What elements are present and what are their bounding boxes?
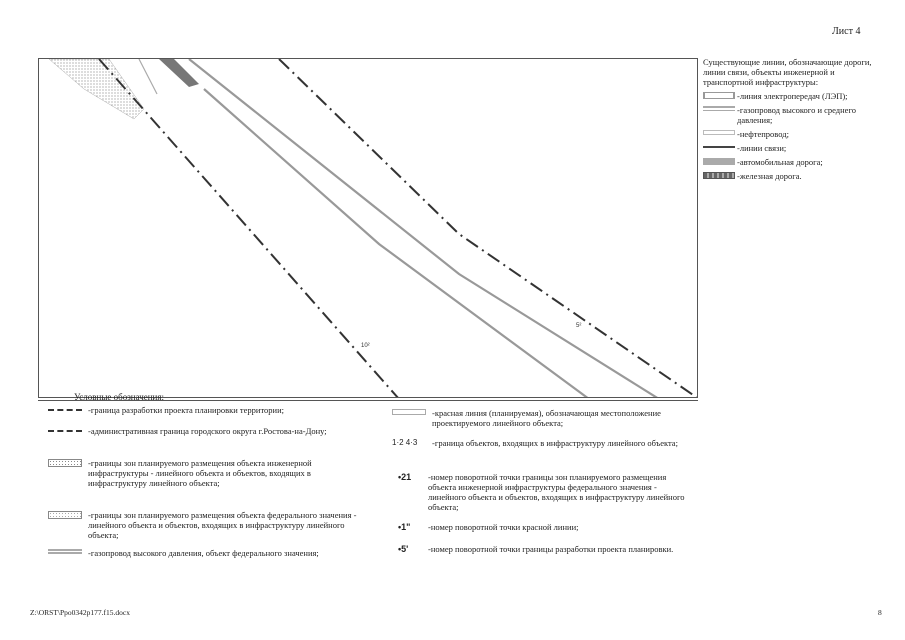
point-label-b: 10²	[361, 343, 370, 349]
legend-title: Условные обозначения:	[74, 392, 165, 402]
legend-powerline: -линия электропередач (ЛЭП);	[703, 91, 873, 101]
legend-gas-federal: -газопровод высокого давления, объект федерального значения;	[48, 548, 358, 558]
point-label-a: 5²	[576, 323, 582, 329]
legend-rail: -железная дорога.	[703, 171, 873, 181]
legend-oil: -нефтепровод;	[703, 129, 873, 139]
legend-turn-point-red: •1" -номер поворотной точки красной линии;	[398, 522, 579, 532]
federal-zone-swatch	[48, 511, 82, 519]
footer-page-number: 8	[878, 608, 882, 617]
legend-admin-boundary: -административная граница городского округа г.Ростова-на-Дону;	[48, 426, 358, 436]
map-drawing	[39, 59, 698, 398]
turn-point-project-marker: •5'	[398, 544, 409, 554]
gas-swatch	[703, 106, 735, 111]
sheet-label: Лист 4	[832, 26, 861, 37]
legend-turn-point-zone: •21 -номер поворотной точки границы зон планируемого размещения объекта инженерной инфраструктуры федерального значения - линейного объекта и объектов, входящих в инфраструктуру линейного объекта;	[398, 472, 685, 512]
admin-boundary-line	[279, 59, 698, 398]
red-line-swatch	[392, 409, 426, 415]
legend-project-boundary: -граница разработки проекта планировки территории;	[48, 405, 378, 415]
project-boundary-swatch	[48, 409, 82, 411]
infrastructure-boundary-marker: 1·2 4·3	[392, 438, 418, 447]
comm-swatch	[703, 146, 735, 149]
secondary-line	[139, 59, 157, 94]
powerline-swatch	[703, 92, 735, 99]
planned-zone-hatch	[49, 59, 144, 119]
admin-boundary-swatch	[48, 430, 82, 432]
legend-turn-point-project: •5' -номер поворотной точки границы разработки проекта планировки.	[398, 544, 674, 554]
turn-point-red-marker: •1"	[398, 522, 411, 532]
legend-road: -автомобильная дорога;	[703, 157, 873, 167]
map-frame	[38, 58, 698, 398]
legend-comm: -линии связи;	[703, 143, 873, 153]
existing-lines-title: Существующие линии, обозначающие дороги, линии связи, объекты инженерной и транспортной инфраструктуры:	[703, 57, 872, 87]
rail-swatch	[703, 172, 735, 179]
legend-federal-zone: -границы зон планируемого размещения объекта федерального значения - линейного объекта и объектов, входящих в инфраструктуру линейного объекта;	[48, 510, 358, 540]
road-line	[189, 59, 659, 398]
project-boundary-line	[99, 59, 399, 398]
gas-federal-swatch	[48, 549, 82, 554]
footer-file-path: Z:\ORST\Ppo0342p177.f15.docx	[30, 608, 131, 617]
turn-point-zone-marker: •21	[398, 472, 412, 482]
oil-swatch	[703, 130, 735, 135]
engineering-zone-swatch	[48, 459, 82, 467]
road-swatch	[703, 158, 735, 165]
legend-infrastructure-boundary: 1·2 4·3 -граница объектов, входящих в инфраструктуру линейного объекта;	[392, 438, 678, 448]
legend-engineering-zone: -границы зон планируемого размещения объекта инженерной инфраструктуры - линейного объекта и объектов, входящих в инфраструктуру линейного объекта;	[48, 458, 358, 488]
legend-divider	[38, 400, 698, 401]
legend-red-line: -красная линия (планируемая), обозначающая местоположение проектируемого линейного объекта;	[392, 408, 692, 428]
legend-gas: -газопровод высокого и среднего давления;	[703, 105, 873, 125]
existing-lines-legend	[703, 57, 873, 185]
